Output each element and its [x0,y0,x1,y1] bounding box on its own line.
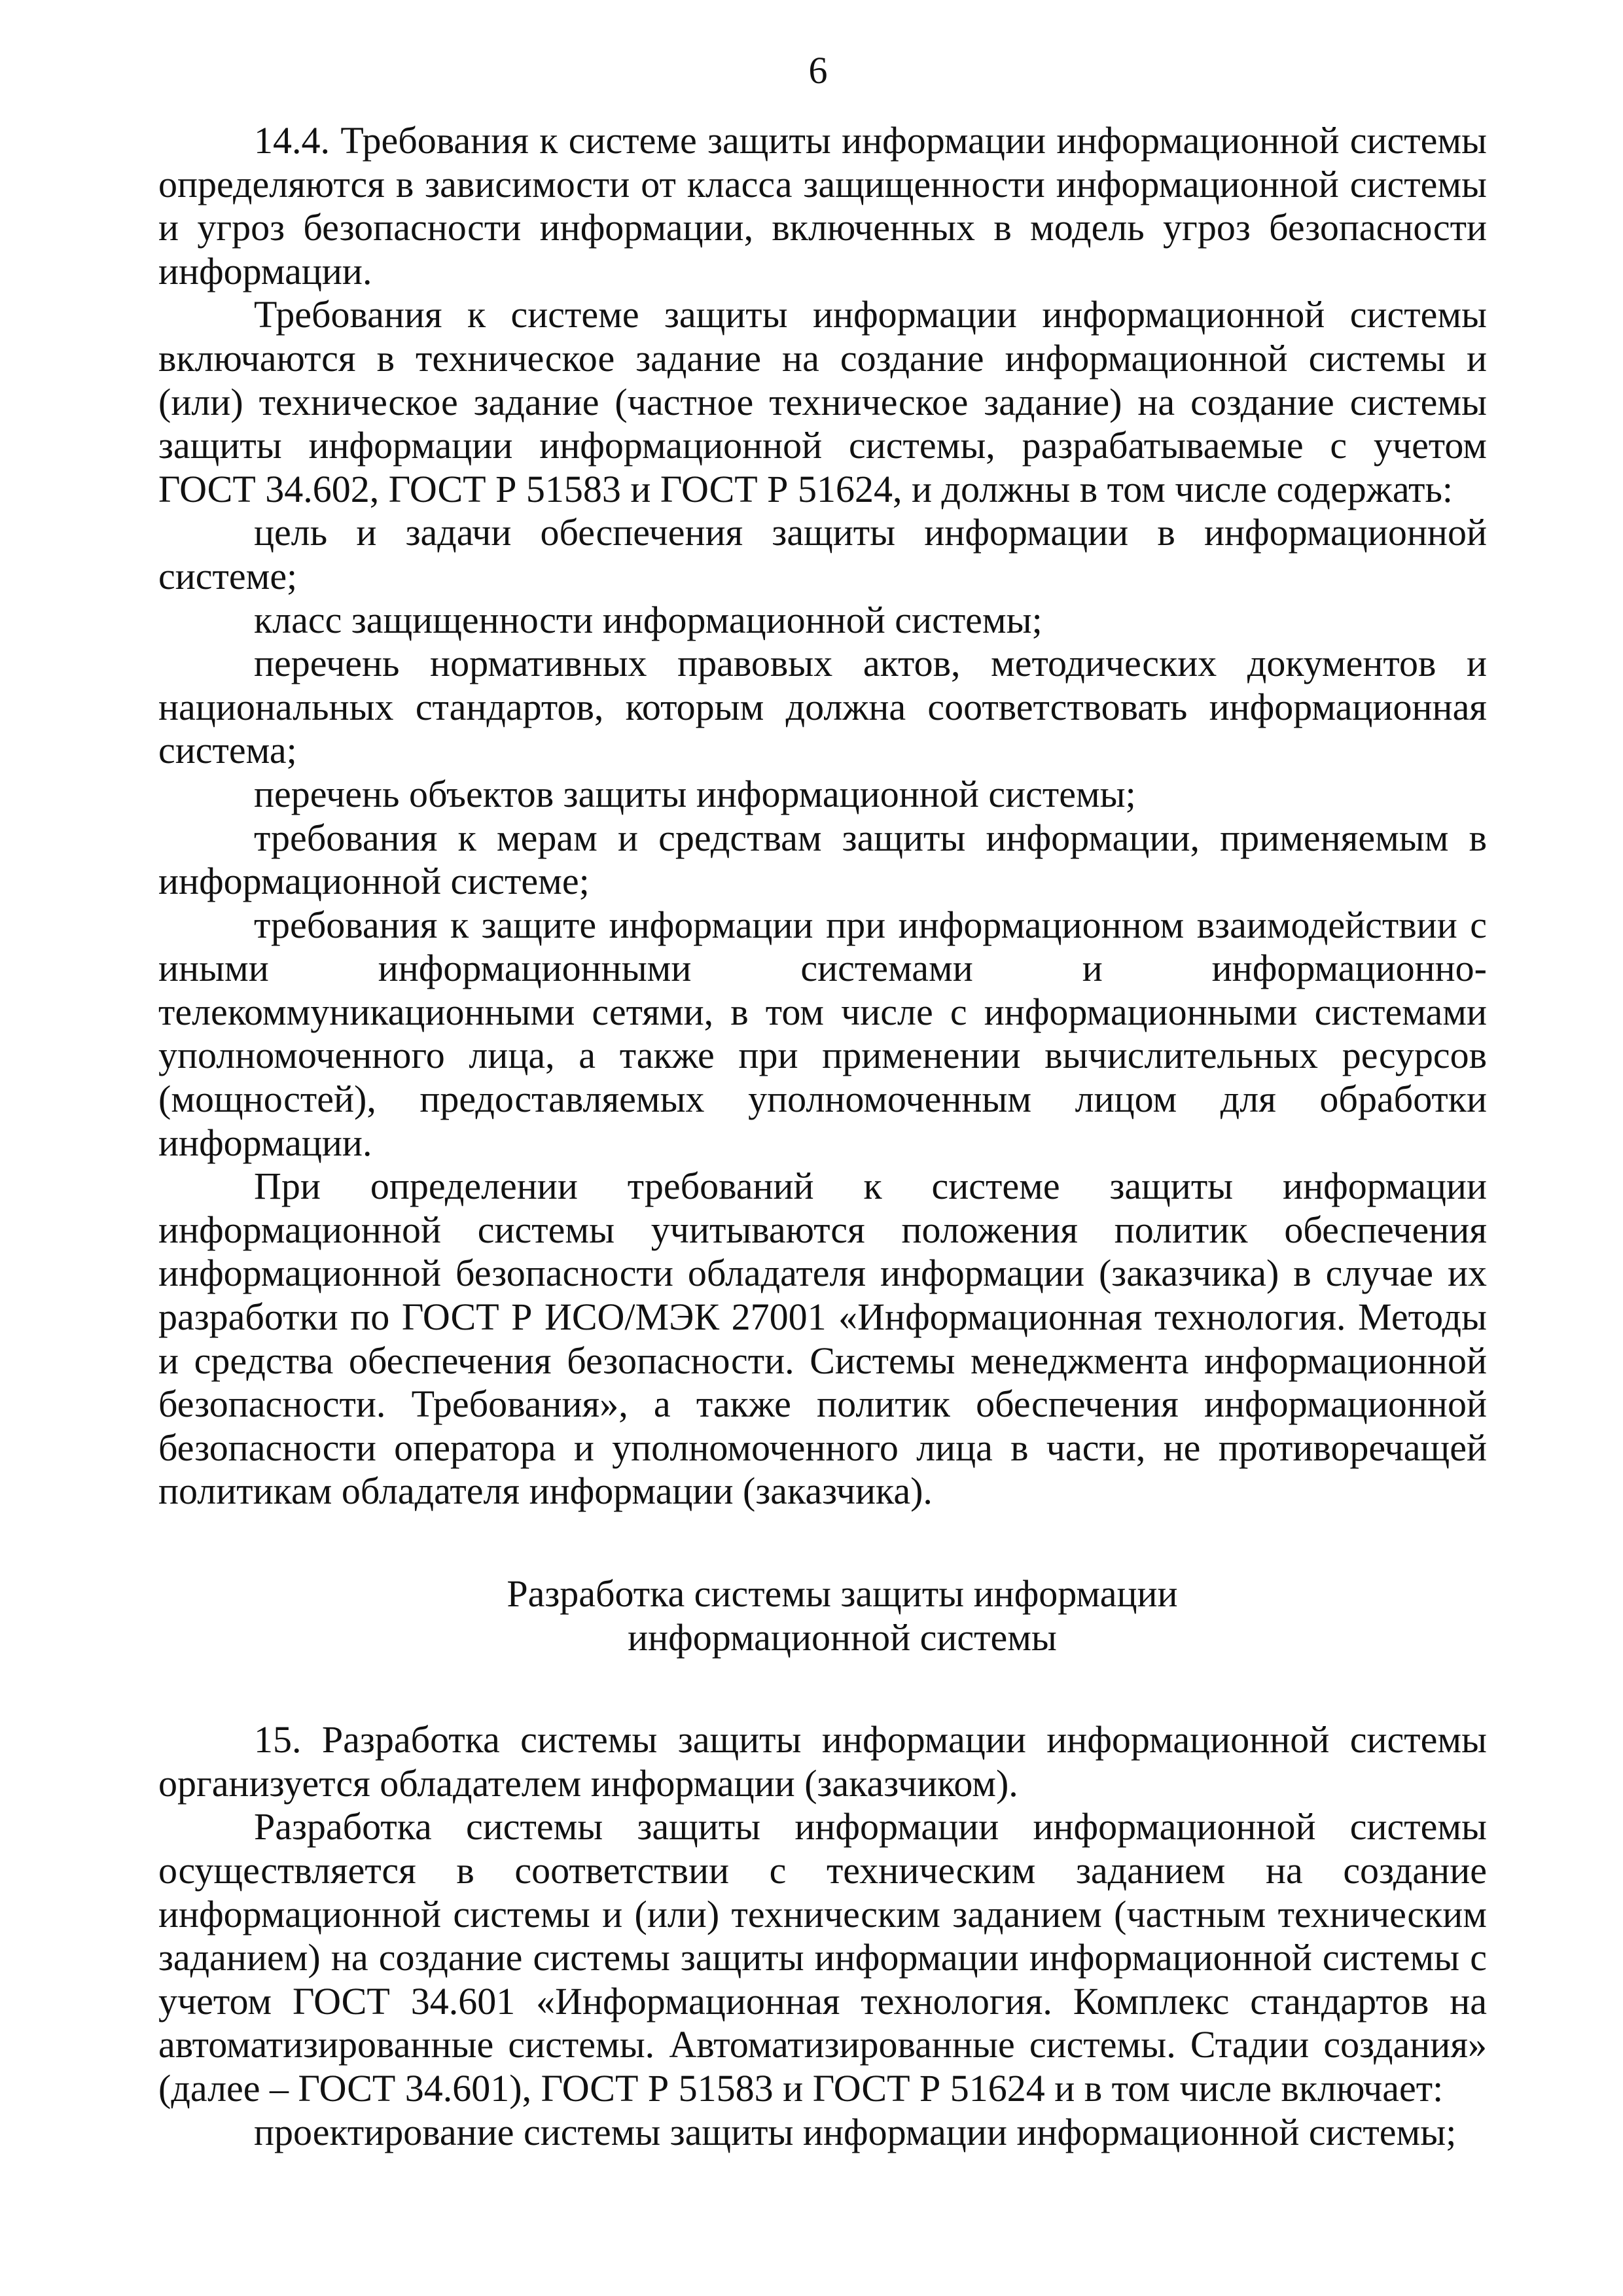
paragraph: Требования к системе защиты информации информационной системы включаются в техническое задание на создание информационной системы и (или) техническое задание (частное техническое задание) на создание системы защиты информации информационной системы, разрабатываемые с учетом ГОСТ 34.602, ГОСТ Р 51583 и ГОСТ Р 51624, и должны в том числе содержать: [158,293,1487,510]
paragraph: 15. Разработка системы защиты информации информационной системы организуется обладателем информации (заказчиком). [158,1718,1487,1805]
section-heading-line: информационной системы [628,1616,1057,1659]
list-item: цель и задачи обеспечения защиты информации в информационной системе; [158,511,1487,597]
list-item: класс защищенности информационной системы; [254,598,1043,641]
paragraph: Разработка системы защиты информации информационной системы осуществляется в соответствии с техническим заданием на создание информационной системы и (или) техническим заданием (частным техническим заданием) на создание системы защиты информации информационной системы с учетом ГОСТ 34.601 «Информационная технология. Комплекс стандартов на автоматизированные системы. Автоматизированные системы. Стадии создания» (далее – ГОСТ 34.601), ГОСТ Р 51583 и ГОСТ Р 51624 и в том числе включает: [158,1805,1487,2110]
list-item: проектирование системы защиты информации информационной системы; [254,2110,1457,2153]
document-body [158,119,1487,2154]
paragraph: При определении требований к системе защиты информации информационной системы учитываются положения политик обеспечения информационной безопасности обладателя информации (заказчика) в случае их разработки по ГОСТ Р ИСО/МЭК 27001 «Информационная технология. Методы и средства обеспечения безопасности. Системы менеджмента информационной безопасности. Требования», а также политик обеспечения информационной безопасности оператора и уполномоченного лица в части, не противоречащей политикам обладателя информации (заказчика). [158,1165,1487,1513]
list-item: требования к мерам и средствам защиты информации, применяемым в информационной системе; [158,816,1487,903]
section-heading [158,1572,1487,1659]
list-item: перечень нормативных правовых актов, методических документов и национальных стандартов, которым должна соответствовать информационная система; [158,642,1487,772]
section-heading-line: Разработка системы защиты информации [507,1572,1178,1615]
list-item: требования к защите информации при информационном взаимодействии с иными информационными системами и информационно-телекоммуникационными сетями, в том числе с информационными системами уполномоченного лица, а также при применении вычислительных ресурсов (мощностей), предоставляемых уполномоченным лицом для обработки информации. [158,903,1487,1164]
page-number: 6 [808,49,828,92]
paragraph: 14.4. Требования к системе защиты информации информационной системы определяются в зависимости от класса защищенности информационной системы и угроз безопасности информации, включенных в модель угроз безопасности информации. [158,119,1487,292]
list-item: перечень объектов защиты информационной системы; [254,772,1136,815]
